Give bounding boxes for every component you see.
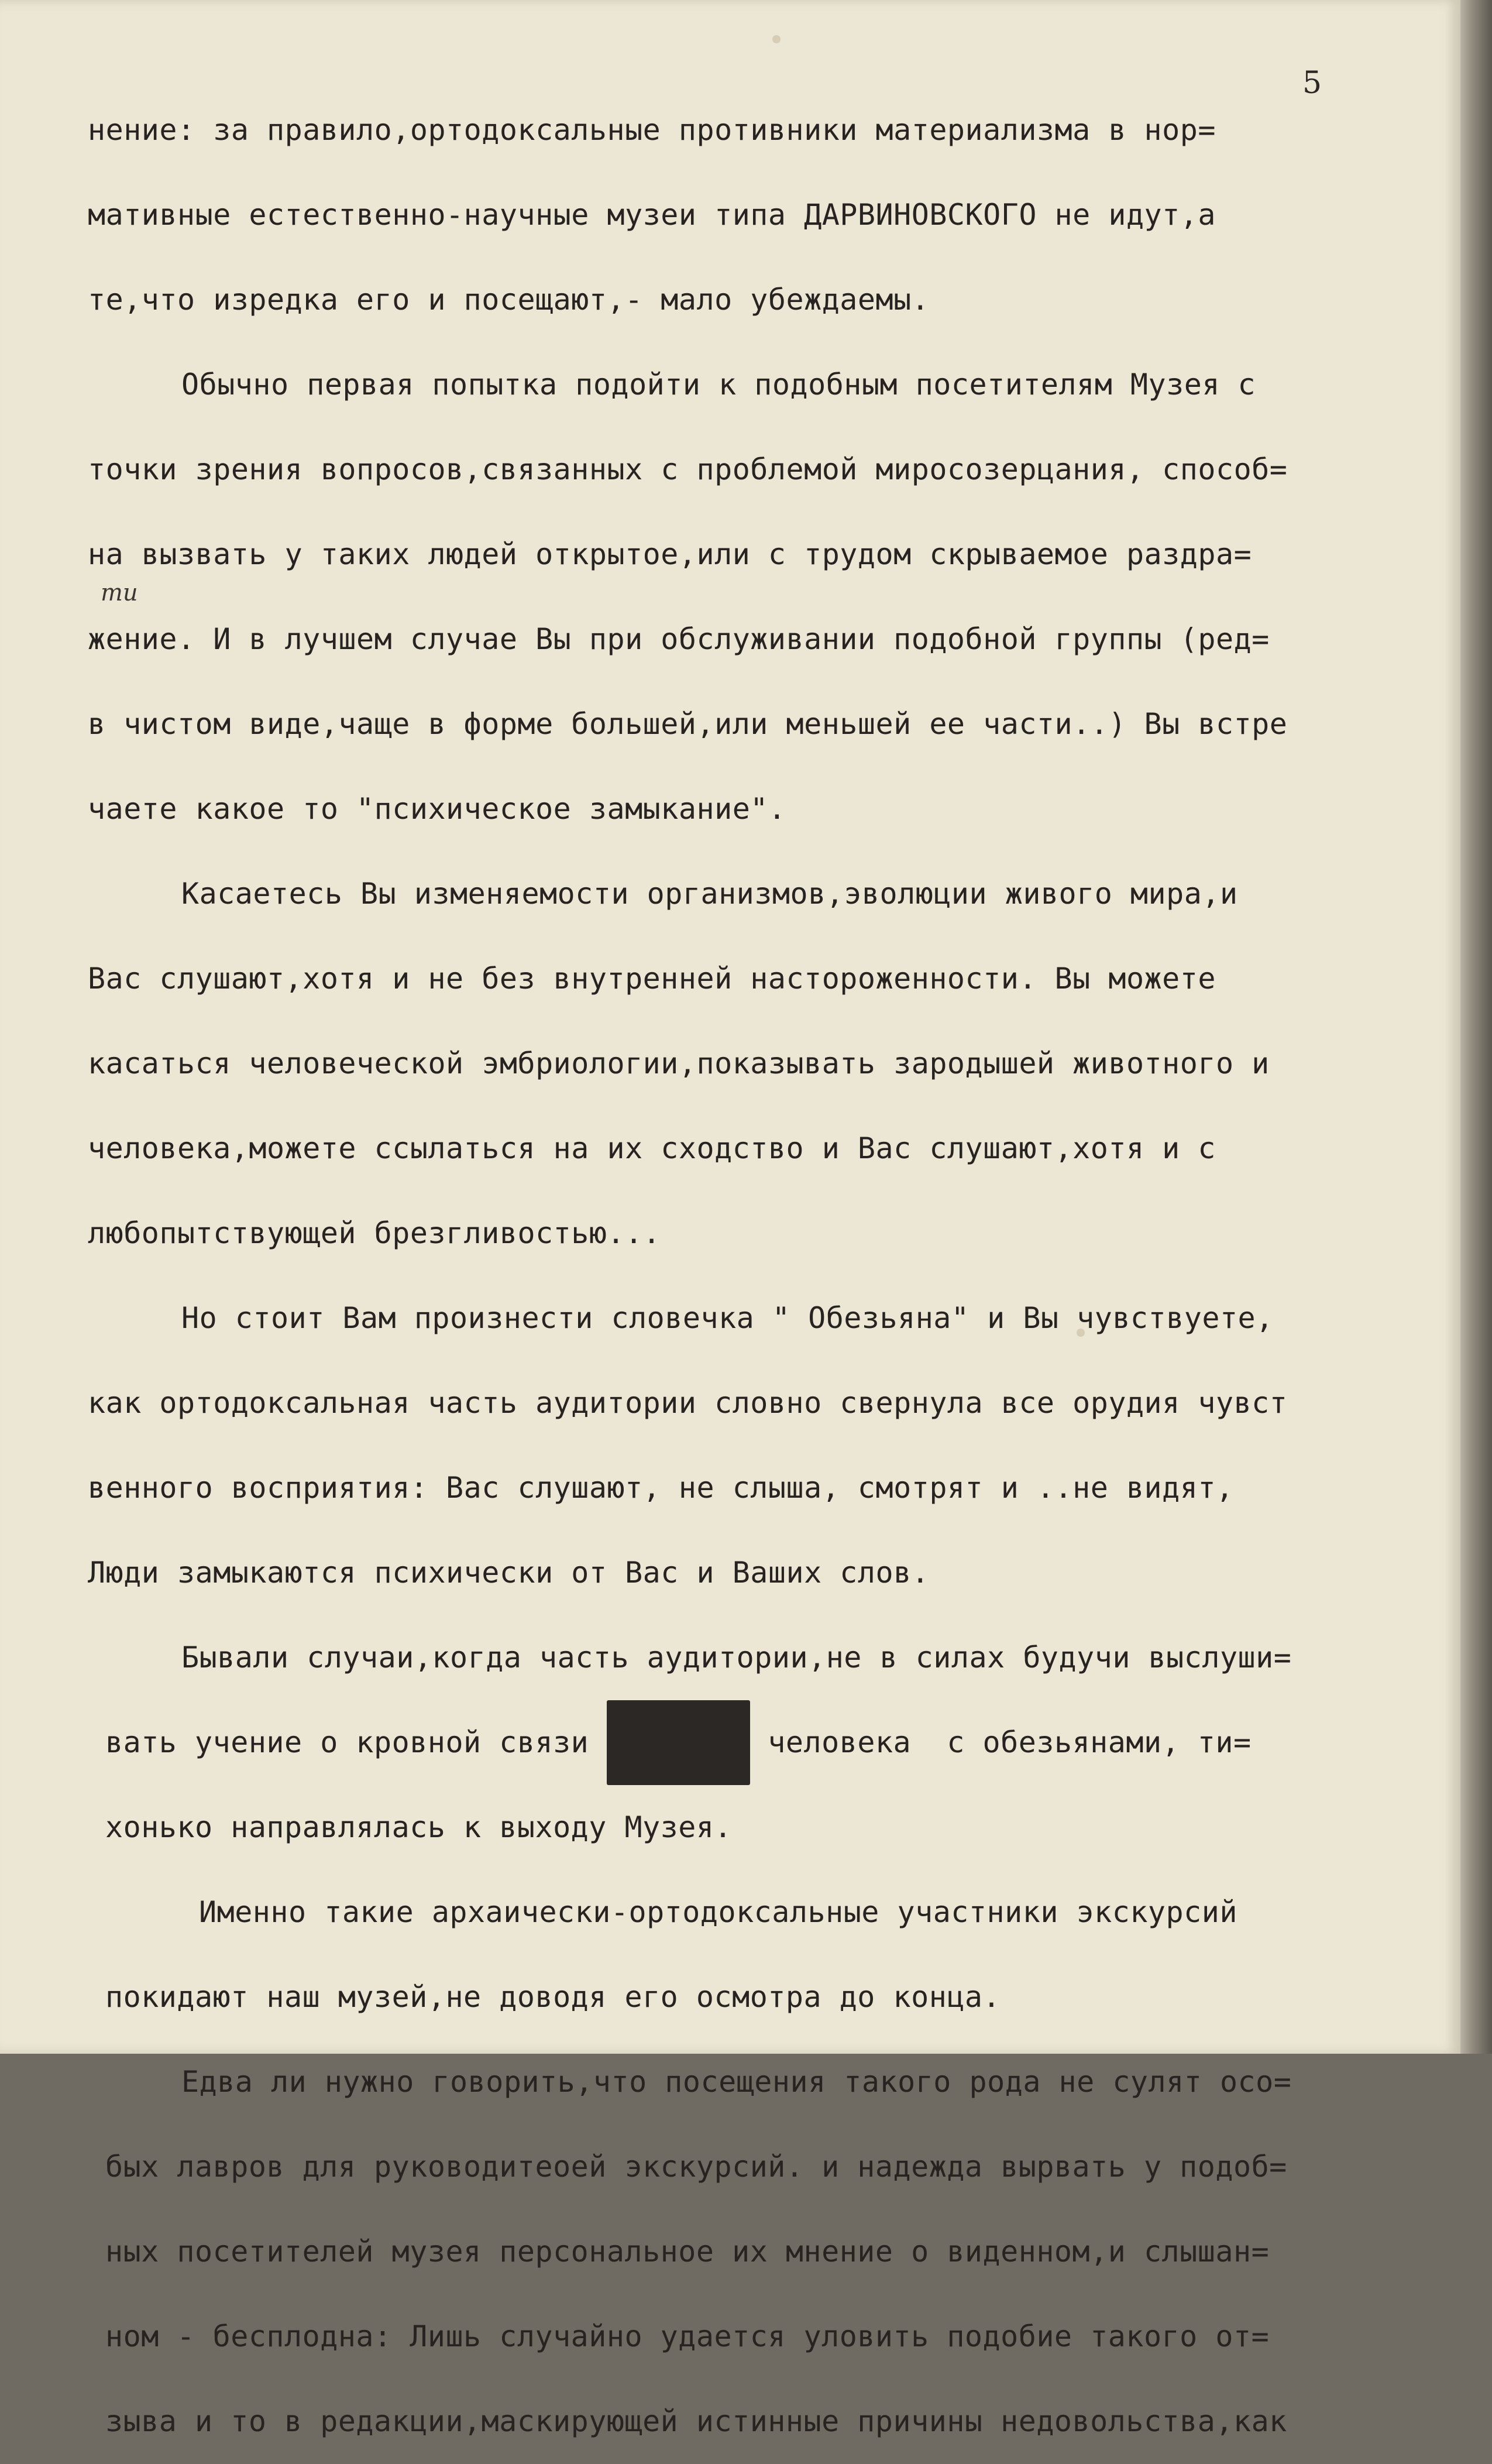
- text-line: Касаетесь Вы изменяемости организмов,эволюции живого мира,и: [181, 877, 1238, 911]
- text-line: мативные естественно-научные музеи типа ДАРВИНОВСКОГО не идут,а: [88, 198, 1216, 232]
- text-line: точки зрения вопросов,связанных с проблемой миросозерцания, способ=: [88, 452, 1288, 486]
- text-line: Именно такие архаически-ортодоксальные участники экскурсий: [199, 1895, 1237, 1929]
- text-line: человека,можете ссылаться на их сходство и Вас слушают,хотя и с: [88, 1131, 1216, 1165]
- text-line: как ортодоксальная часть аудитории словно свернула все орудия чувст: [88, 1386, 1288, 1420]
- text-line: те,что изредка его и посещают,- мало убеждаемы.: [88, 283, 930, 317]
- text-line: касаться человеческой эмбриологии,показывать зародышей животного и: [88, 1046, 1270, 1080]
- text-line: [88, 1700, 1416, 1785]
- text-line: чаете какое то "психическое замыкание".: [88, 792, 786, 826]
- text-line: покидают наш музей,не доводя его осмотра до конца.: [105, 1980, 1001, 2014]
- text-line: Едва ли нужно говорить,что посещения такого рода не сулят осо=: [181, 2065, 1292, 2099]
- text-line: нение: за правило,ортодоксальные противники материализма в нор=: [88, 113, 1216, 147]
- text-line: Обычно первая попытка подойти к подобным посетителям Музея с: [181, 368, 1256, 401]
- text-line: жение. И в лучшем случае Вы при обслуживании подобной группы (ред=: [88, 622, 1270, 656]
- text-line: на вызвать у таких людей открытое,или с трудом скрываемое раздра=: [88, 537, 1252, 571]
- text-segment: человека с обезьянами, ти=: [768, 1725, 1252, 1759]
- paper-edge-shadow: [1460, 0, 1492, 2054]
- text-line: венного восприятия: Вас слушают, не слыша, смотрят и ..не видят,: [88, 1471, 1234, 1505]
- text-line: Вас слушают,хотя и не без внутренней настороженности. Вы можете: [88, 962, 1216, 996]
- text-line: ных посетителей музея персональное их мнение о виденном,и слышан=: [105, 2235, 1270, 2269]
- text-line: бых лавров для руководитеоей экскурсий. и надежда вырвать у подоб=: [105, 2150, 1287, 2184]
- text-segment: вать учение о кровной связи: [105, 1725, 589, 1759]
- text-line: Люди замыкаются психически от Вас и Ваших слов.: [88, 1556, 930, 1590]
- handwritten-correction: ти: [101, 579, 138, 606]
- text-line: в чистом виде,чаще в форме большей,или меньшей ее части..) Вы встре: [88, 707, 1288, 741]
- text-line: ном - бесплодна: Лишь случайно удается уловить подобие такого от=: [105, 2319, 1270, 2353]
- body-text: [88, 88, 1416, 2464]
- paper-spot: [772, 35, 781, 43]
- text-line: зыва и то в редакции,маскирующей истинные причины недовольства,как: [105, 2404, 1287, 2438]
- struck-out-word: ХХХХХХХХ: [607, 1700, 750, 1785]
- text-line: любопытствующей брезгливостью...: [88, 1216, 661, 1250]
- text-line: Но стоит Вам произнести словечка " Обезьяна" и Вы чувствуете,: [181, 1301, 1274, 1335]
- text-line: Бывали случаи,когда часть аудитории,не в силах будучи выслуши=: [181, 1641, 1292, 1674]
- text-line: хонько направлялась к выходу Музея.: [105, 1810, 733, 1844]
- page-number: 5: [1302, 66, 1322, 101]
